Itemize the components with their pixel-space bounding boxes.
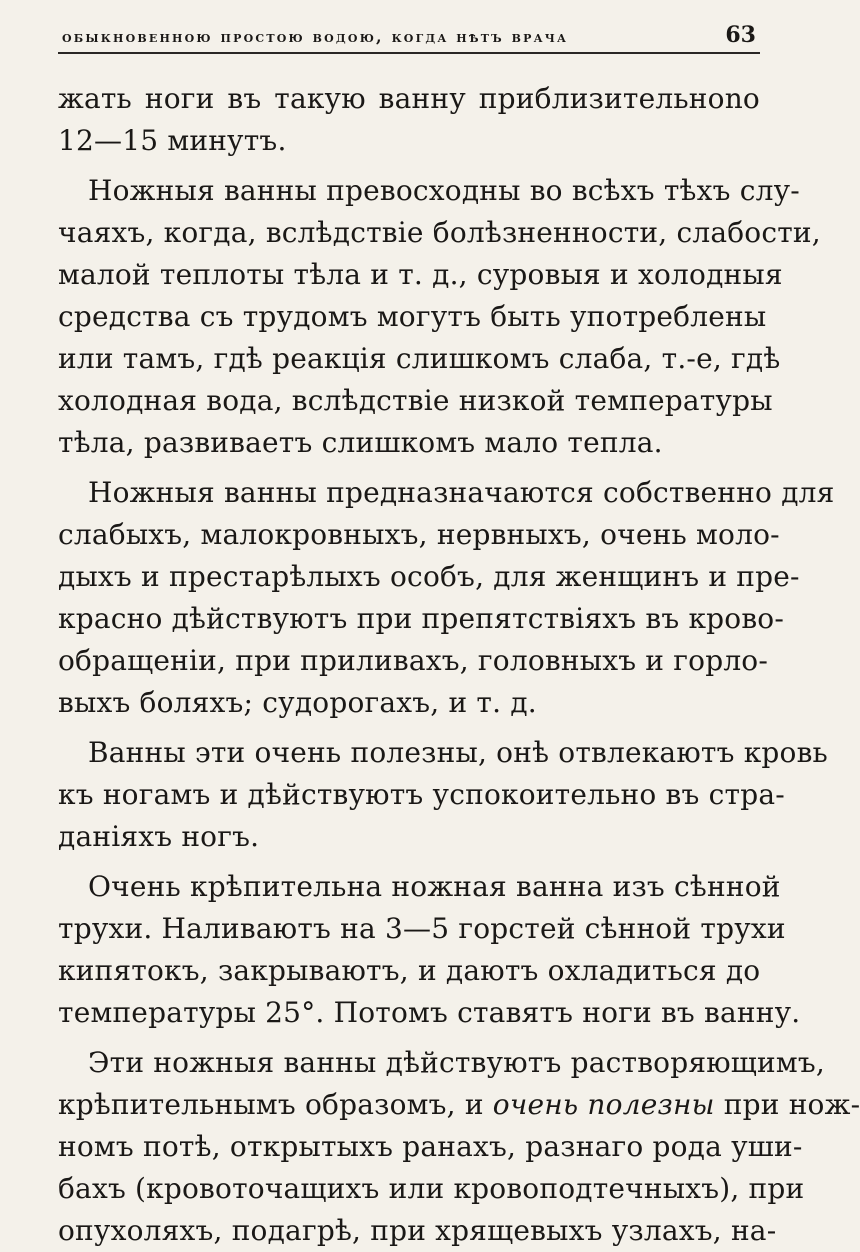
text-line: Ванны эти очень полезны, онѣ отвлекаютъ кровь — [88, 736, 828, 769]
text-line-with-emphasis — [58, 1084, 860, 1126]
body-text — [58, 78, 860, 1252]
text-line: Очень крѣпительна ножная ванна изъ сѣнной — [88, 870, 781, 903]
text-line: средства съ трудомъ могутъ быть употреблены — [58, 300, 767, 333]
page-number: 63 — [725, 22, 756, 48]
text-line: дыхъ и престарѣлыхъ особъ, для женщинъ и пре- — [58, 560, 800, 593]
running-header — [58, 10, 760, 54]
text-line: кипятокъ, закрываютъ, и даютъ охладиться до — [58, 954, 761, 987]
text-line: тѣла, развиваетъ слишкомъ мало тепла. — [58, 426, 663, 459]
text-line: красно дѣйствуютъ при препятствіяхъ въ крово- — [58, 602, 785, 635]
text-line: холодная вода, вслѣдствіе низкой температуры — [58, 384, 773, 417]
paragraph — [58, 78, 760, 162]
paragraph — [58, 1042, 860, 1252]
paragraph — [58, 866, 801, 1034]
text-line: даніяхъ ногъ. — [58, 820, 260, 853]
text-line: выхъ боляхъ; судорогахъ, и т. д. — [58, 686, 537, 719]
paragraph — [58, 472, 835, 724]
text-line: малой теплоты тѣла и т. д., суровыя и холодныя — [58, 258, 783, 291]
text-line: обращеніи, при приливахъ, головныхъ и горло- — [58, 644, 769, 677]
running-title: обыкновенною простою водою, когда нѣтъ врача — [62, 27, 569, 46]
text-segment: крѣпительнымъ образомъ, и — [58, 1088, 493, 1121]
emphasized-text: очень полезны — [492, 1088, 715, 1121]
text-segment: при нож- — [714, 1088, 860, 1121]
text-line: опухоляхъ, подагрѣ, при хрящевыхъ узлахъ, на- — [58, 1214, 777, 1247]
text-line: номъ потѣ, открытыхъ ранахъ, разнаго рода уши- — [58, 1130, 803, 1163]
text-line: Ножныя ванны предназначаются собственно для — [88, 476, 835, 509]
text-line: слабыхъ, малокровныхъ, нервныхъ, очень моло- — [58, 518, 780, 551]
text-line: чаяхъ, когда, вслѣдствіе болѣзненности, слабости, — [58, 216, 821, 249]
text-line: къ ногамъ и дѣйствуютъ успокоительно въ стра- — [58, 778, 785, 811]
text-line: бахъ (кровоточащихъ или кровоподтечныхъ), при — [58, 1172, 805, 1205]
paragraph — [58, 732, 828, 858]
text-line: 12—15 минутъ. — [58, 124, 287, 157]
text-line: температуры 25°. Потомъ ставятъ ноги въ ванну. — [58, 996, 801, 1029]
text-line: или тамъ, гдѣ реакція слишкомъ слаба, т.-е, гдѣ — [58, 342, 781, 375]
text-line: жать ноги въ такую ванну приблизительнono — [58, 82, 760, 115]
text-line: Эти ножныя ванны дѣйствуютъ растворяющимъ, — [88, 1046, 825, 1079]
paragraph — [58, 170, 821, 464]
text-line: трухи. Наливаютъ на 3—5 горстей сѣнной трухи — [58, 912, 786, 945]
book-page — [0, 10, 860, 1247]
text-line: Ножныя ванны превосходны во всѣхъ тѣхъ слу- — [88, 174, 800, 207]
